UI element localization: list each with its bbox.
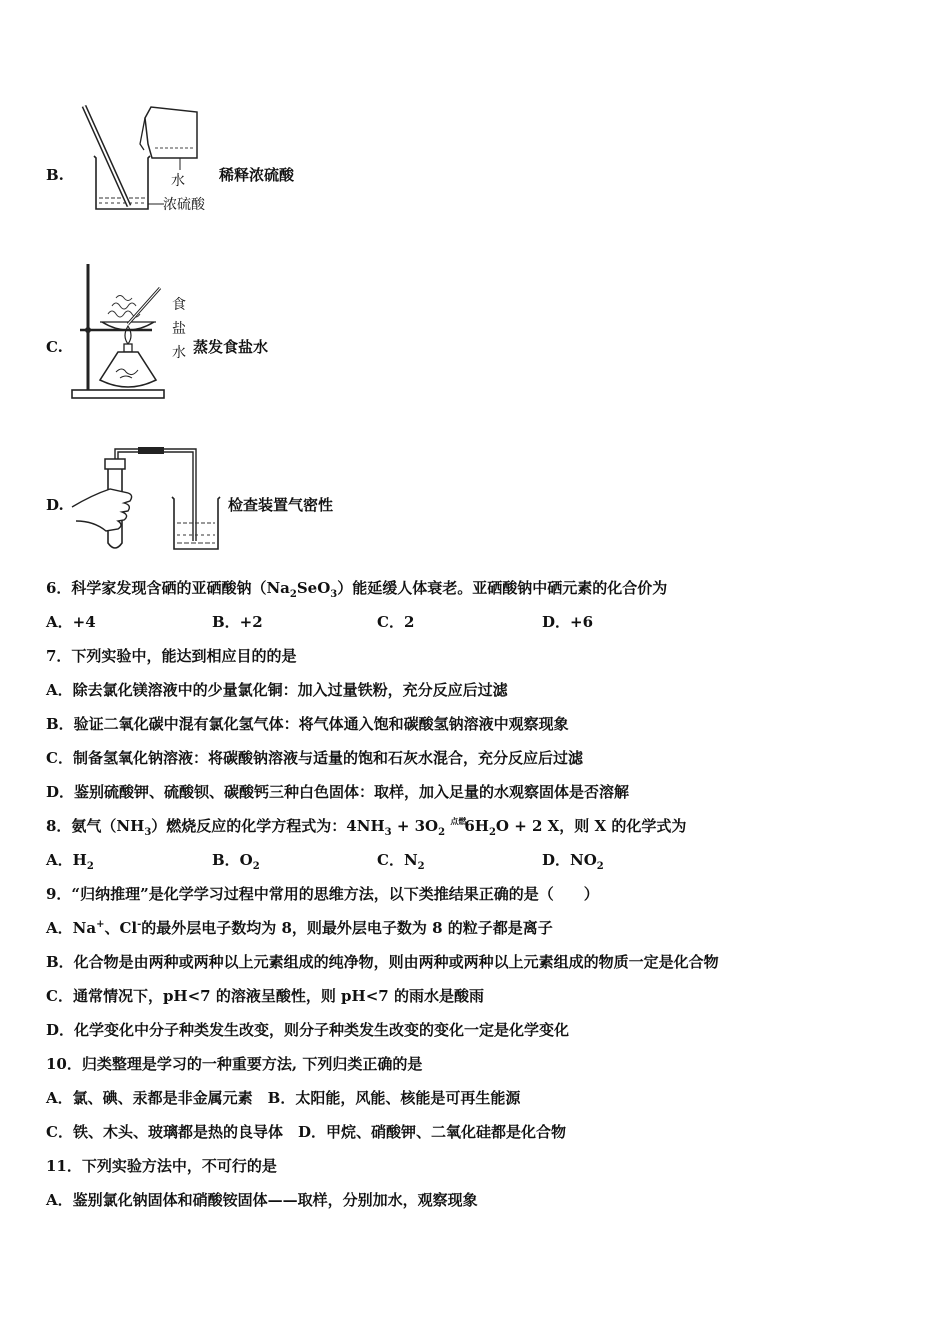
option-d-label: D. xyxy=(46,496,64,514)
q6-option-a[interactable]: A．+4 xyxy=(46,613,96,631)
q7-stem: 7．下列实验中，能达到相应目的的是 xyxy=(46,647,297,665)
q10-stem: 10．归类整理是学习的一种重要方法, 下列归类正确的是 xyxy=(46,1055,423,1073)
airtightness-diagram xyxy=(72,445,222,555)
option-b-label: B. xyxy=(46,166,64,184)
salt-char-3: 水 xyxy=(172,345,186,361)
q7-option-a[interactable]: A．除去氯化镁溶液中的少量氯化铜：加入过量铁粉，充分反应后过滤 xyxy=(46,681,508,699)
option-c-label: C. xyxy=(46,338,63,356)
q7-option-b[interactable]: B．验证二氧化碳中混有氯化氢气体：将气体通入饱和碳酸氢钠溶液中观察现象 xyxy=(46,715,569,733)
q6-option-c[interactable]: C．2 xyxy=(377,613,415,631)
q9-option-b[interactable]: B．化合物是由两种或两种以上元素组成的纯净物，则由两种或两种以上元素组成的物质一定是化合物 xyxy=(46,953,719,971)
q11-option-a[interactable]: A．鉴别氯化钠固体和硝酸铵固体——取样，分别加水，观察现象 xyxy=(46,1191,478,1209)
q6-stem: 6．科学家发现含硒的亚硒酸钠$(Na_2SeO_3)$能延缓人体衰老。亚硒酸钠中硒元素的化合价为 xyxy=(46,579,668,600)
q9-option-c[interactable]: C．通常情况下，pH<7 的溶液呈酸性，则 pH<7 的雨水是酸雨 xyxy=(46,987,484,1005)
q8-option-b[interactable]: B．$O_2$ xyxy=(212,851,260,872)
q6-option-d[interactable]: D．+6 xyxy=(542,613,594,631)
q6-option-b[interactable]: B．+2 xyxy=(212,613,263,631)
option-c-text: 蒸发食盐水 xyxy=(193,338,269,356)
q8-option-c[interactable]: C．$N_2$ xyxy=(377,851,425,872)
option-b-text: 稀释浓硫酸 xyxy=(219,166,295,184)
ignition-condition: 点燃 xyxy=(450,816,467,826)
q9-option-a[interactable]: A．Na+、Cl-的最外层电子数均为 8，则最外层电子数为 8 的粒子都是离子 xyxy=(46,919,553,937)
q9-option-d[interactable]: D．化学变化中分子种类发生改变，则分子种类发生改变的变化一定是化学变化 xyxy=(46,1021,570,1039)
q9-stem: 9．“归纳推理”是化学学习过程中常用的思维方法，以下类推结果正确的是（ ） xyxy=(46,885,599,903)
salt-char-2: 盐 xyxy=(172,321,186,337)
water-label: 水 xyxy=(171,173,185,189)
q7-option-c[interactable]: C．制备氢氧化钠溶液：将碳酸钠溶液与适量的饱和石灰水混合，充分反应后过滤 xyxy=(46,749,583,767)
q8-option-d[interactable]: D．$NO_2$ xyxy=(542,851,604,872)
salt-char-1: 食 xyxy=(172,297,186,313)
q8-option-a[interactable]: A．$H_2$ xyxy=(46,851,94,872)
q10-options-ab[interactable]: A．氯、碘、汞都是非金属元素 B．太阳能，风能、核能是可再生能源 xyxy=(46,1089,521,1107)
q7-option-d[interactable]: D．鉴别硫酸钾、硫酸钡、碳酸钙三种白色固体：取样，加入足量的水观察固体是否溶解 xyxy=(46,783,630,801)
option-d-text: 检查装置气密性 xyxy=(228,496,334,514)
q8-stem: 8．氨气$(NH_3)$燃烧反应的化学方程式为：$4NH_3 + 3O_2$ $^{点燃}6H_2O + 2$ X，则 X 的化学式为 xyxy=(46,816,687,838)
q10-options-cd[interactable]: C．铁、木头、玻璃都是热的良导体 D．甲烷、硝酸钾、二氧化硅都是化合物 xyxy=(46,1123,566,1141)
acid-label: 浓硫酸 xyxy=(163,197,205,213)
q11-stem: 11．下列实验方法中，不可行的是 xyxy=(46,1157,277,1175)
